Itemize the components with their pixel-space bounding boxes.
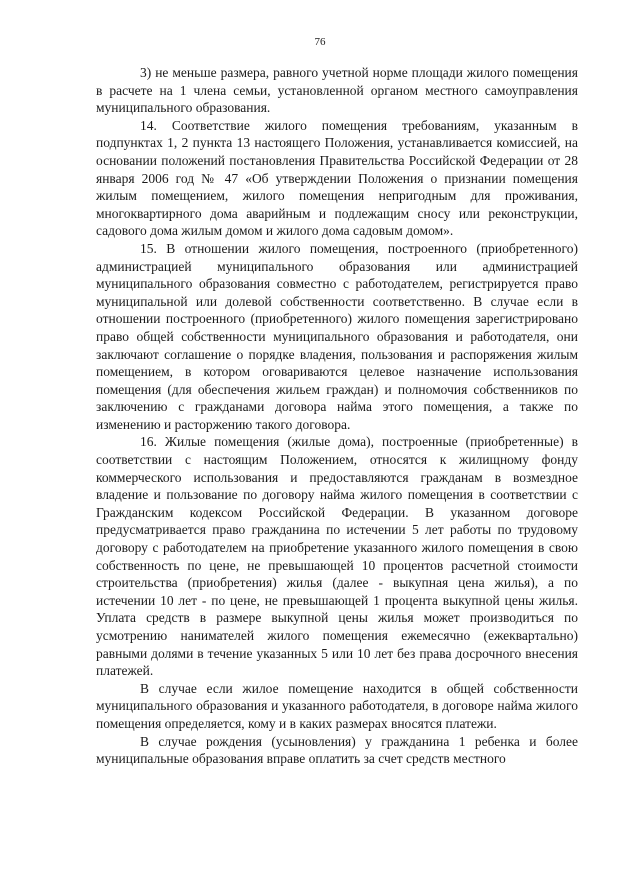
- paragraph-child-birth: В случае рождения (усыновления) у гражданина 1 ребенка и более муниципальные образования вправе оплатить за счет средств местного: [96, 733, 578, 767]
- paragraph-item-3: 3) не меньше размера, равного учетной норме площади жилого помещения в расчете на 1 члена семьи, установленной органом местного самоуправления муниципального образования.: [96, 65, 578, 116]
- page-number: 76: [314, 36, 326, 48]
- paragraph-shared-ownership: В случае если жилое помещение находится в общей собственности муниципального образования и указанного работодателя, в договоре найма жилого помещения определяется, кому и в каких размерах вносятся платежи.: [96, 680, 578, 731]
- paragraph-14: 14. Соответствие жилого помещения требованиям, указанным в подпунктах 1, 2 пункта 13 настоящего Положения, устанавливается комиссией, на основании положений постановления Правительства Российской Федерации от 28 января 2006 год № 47 «Об утверждении Положения о признании помещения жилым помещением, жилого помещения непригодным для проживания, многоквартирного дома аварийным и подлежащим сносу или реконструкции, садового дома жилым домом и жилого дома садовым домом».: [96, 117, 578, 239]
- paragraph-15: 15. В отношении жилого помещения, построенного (приобретенного) администрацией муниципального образования или администрацией муниципального образования совместно с работодателем, регистрируется право муниципальной или долевой собственности соответственно. В случае если в отношении построенного (приобретенного) жилого помещения зарегистрировано право общей собственности муниципального образования и работодателя, они заключают соглашение о порядке владения, пользования и распоряжения жилым помещением, в котором оговариваются целевое назначение использования помещения (для обеспечения жильем граждан) и полномочия собственников по заключению с гражданами договора найма этого помещения, а также по изменению и расторжению такого договора.: [96, 240, 578, 432]
- document-body: [96, 64, 578, 768]
- paragraph-16: 16. Жилые помещения (жилые дома), построенные (приобретенные) в соответствии с настоящим Положением, относятся к жилищному фонду коммерческого использования и предоставляются гражданам в возмездное владение и пользование по договору найма жилого помещения в соответствии с Гражданским кодексом Российской Федерации. В указанном договоре предусматривается право гражданина по истечении 5 лет работы по трудовому договору с работодателем на приобретение указанного жилого помещения в свою собственность по цене, не превышающей 10 процентов расчетной стоимости строительства (приобретения) жилья (далее - выкупная цена жилья), а по истечении 10 лет - по цене, не превышающей 1 процента выкупной цены жилья. Уплата средств в размере выкупной цены жилья может производиться по усмотрению нанимателей жилого помещения ежемесячно (ежеквартально) равными долями в течение указанных 5 или 10 лет без права досрочного внесения платежей.: [96, 434, 578, 679]
